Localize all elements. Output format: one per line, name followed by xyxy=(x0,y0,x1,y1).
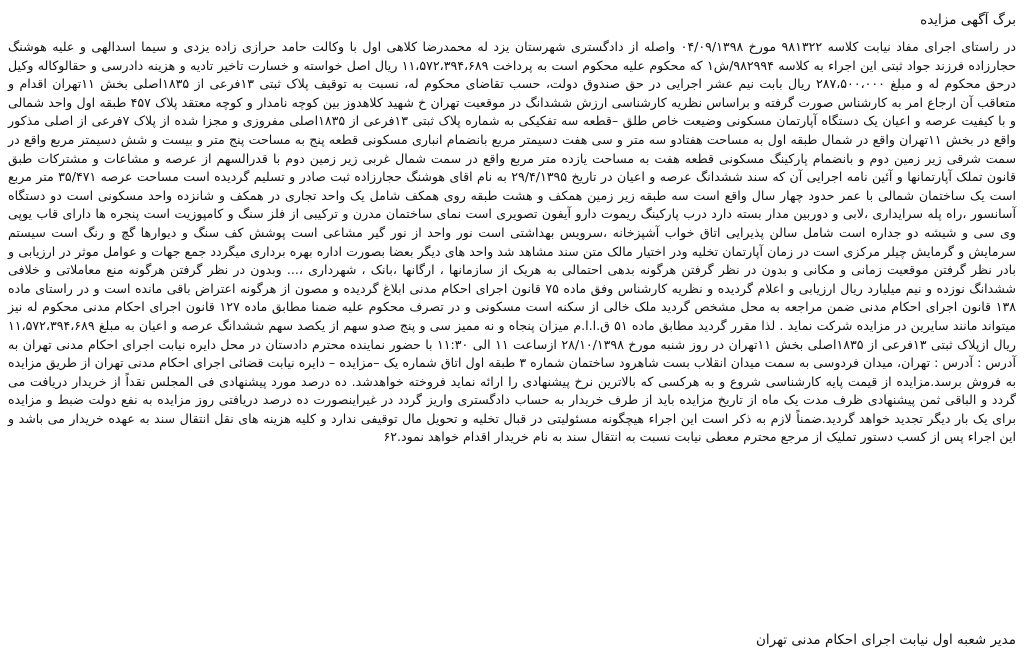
signature-line: مدیر شعبه اول نیابت اجرای احکام مدنی تهران xyxy=(755,632,1016,648)
notice-title: برگ آگهی مزایده xyxy=(920,12,1016,28)
notice-body: در راستای اجرای مفاد نیابت کلاسه ۹۸۱۳۲۲ مورخ ۰۴/۰۹/۱۳۹۸ واصله از دادگستری شهرستان یزد له محمدرضا کلاهی اول با وکالت حامد حرازی زاده یزدی و سیما اسدالهی و علیه هوشنگ حجارزاده فرزند جواد ثبتی این اجراء به کلاسه ۹۸۲۹۹۴/ش۱ که محکوم علیه محکوم است به پرداخت ۱۱،۵۷۲،۳۹۴،۶۸۹ ریال اصل خواسته و خسارت تاخیر تادیه و هزینه دادرسی و حقالوکاله وکیل درحق محکوم له و مبلغ ۲۸۷،۵۰۰،۰۰۰ ریال بابت نیم عشر اجرایی در حق صندوق دولت، حسب تقاضای محکوم له، نسبت به توقیف پلاک ثبتی ۱۳فرعی از ۱۸۳۵اصلی بخش ۱۱تهران اقدام و متعاقب آن ارجاع امر به کارشناس صورت گرفته و براساس نظریه کارشناسی ارزش ششدانگ در موقعیت تهران خ شهید کلاهدوز بین کوچه نامدار و کوچه معتقد پلاک ۴۵۷ طبقه اول واحد شمالی و با کیفیت عرصه و اعیان یک دستگاه آپارتمان مسکونی وضیعت خاص طلق –قطعه سه تفکیکی به شماره پلاک ثبتی ۱۳فرعی از ۱۸۳۵اصلی مفروزی و مجزا شده از پلاک ۷فرعی از اصلی مذکور واقع در بخش ۱۱تهران واقع در شمال طبقه اول به مساحت هفتادو سه متر و سی هفت دسیمتر مربع بانضمام انباری مسکونی قطعه پنج به مساحت پنج متر و بیست و شش دسیمتر مربع واقع در سمت شرقی زیر زمین دوم و بانضمام پارکینگ مسکونی قطعه هفت به مساحت یازده متر مربع واقع در سمت شمال غربی زیر زمین دوم با قدرالسهم از عرصه و مشاعات و مشترکات طبق قانون تملک آپارتمانها و آئین نامه اجرایی آن که سند ششدانگ عرصه و اعیان در تاریخ ۲۹/۴/۱۳۹۵ به نام اقای هوشنگ حجارزاده ثبت صادر و تسلیم گردیده است مساحت عرصه ۳۵/۴۷۱ متر مربع است یک ساختمان شمالی با عمر حدود چهار سال واقع است سه طبقه زیر زمین همکف و هشت طبقه روی همکف شامل یک واحد تجاری در همکف و شانزده واحد مسکونی است دو دستگاه آسانسور ،راه پله سرایداری ،لابی و دوربین مدار بسته دارد درب پارکینگ ریموت دارو آیفون تصویری است نمای ساختمان مدرن و ترکیبی از فلز سنگ و کامپوزیت است پنجره ها دارای قاب یوپی وی سی و شیشه دو جداره است شامل سالن پذیرایی اتاق خواب آشپزخانه ،سرویس بهداشتی است نور واحد از نور گیر مشاعی است پوشش کف سنگ و دیوارها گچ و رنگ است سیستم سرمایش و گرمایش چیلر مرکزی است در زمان آپارتمان تخلیه ودر اختیار مالک متن سند مشاهد شد واحد های دیگر بعضا بصورت اداره بهره برداری میگردد جمع جهات و عوامل موثر در ارزیابی و بادر نظر گرفتن موقعیت زمانی و مکانی و بدون در نظر گرفتن هرگونه بدهی احتمالی به هریک از سازمانها ، ارگانها ،بانک ، شهرداری ،... وبدون در نظر گرفتن هرگونه منع معاملاتی و خلافی ششدانگ نوزده و نیم میلیارد ریال ارزیابی و اعلام گردیده و نظریه کارشناس وفق ماده ۷۵ قانون اجرای احکام مدنی ابلاغ گردیده و مصون از هرگونه اعتراض باقی مانده است و در راستای ماده ۱۳۸ قانون اجرای احکام مدنی ضمن مراجعه به محل مشخص گردید ملک خالی از سکنه است مسکونی و در تصرف محکوم علیه ضمنا مطابق ماده ۱۲۷ قانون اجرای احکام مدنی محکوم له نیز میتواند مانند سایرین در مزایده شرکت نماید . لذا مقرر گردید مطابق ماده ۵۱ ق.ا.ا.م میزان پنجاه و نه ممیز سی و پنج صدو سهم از یکصد سهم ششدانگ عرصه و اعیان به مبلغ ۱۱،۵۷۲،۳۹۴،۶۸۹ ریال ازپلاک ثبتی ۱۳فرعی از ۱۸۳۵اصلی بخش ۱۱تهران در روز شنبه مورخ ۲۸/۱۰/۱۳۹۸ ازساعت ۱۱ الی ۱۱:۳۰ با حضور نماینده محترم دادستان در محل دایره نیابت اجرای احکام مدنی تهران به آدرس : آدرس : تهران، میدان فردوسی به سمت میدان انقلاب بست شاهرود ساختمان شماره ۳ طبقه اول اتاق شماره یک –مزایده – دایره نیابت قضائی اجرای احکام مدنی تهران از طریق مزایده به فروش برسد.مزایده از قیمت پایه کارشناسی شروع و به هرکسی که بالاترین نرخ پیشنهادی را ارائه نماید فروخته خواهدشد. ده درصد مورد پیشنهادی فی المجلس نقداً از خریدار دریافت می گردد و الباقی ثمن پیشنهادی ظرف مدت یک ماه از تاریخ مزایده باید از طرف خریدار به حساب دادگستری واریز گردد در غیراینصورت ده درصد دریافتی روز مزایده به نفع دولت ضبط و مزایده برای یک بار دیگر تجدید خواهد گردید.ضمناً لازم به ذکر است این اجراء هیچگونه مسئولیتی در قبال تخلیه و تحویل مال توقیفی ندارد و کلیه هزینه های نقل انتقال سند به عهده خریدار می باشد و این اجراء پس از کسب دستور تملیک از مرجع محترم معطی نیابت نسبت به انتقال سند به نام خریدار اقدام خواهد نمود.۶۲ xyxy=(8,39,1017,445)
